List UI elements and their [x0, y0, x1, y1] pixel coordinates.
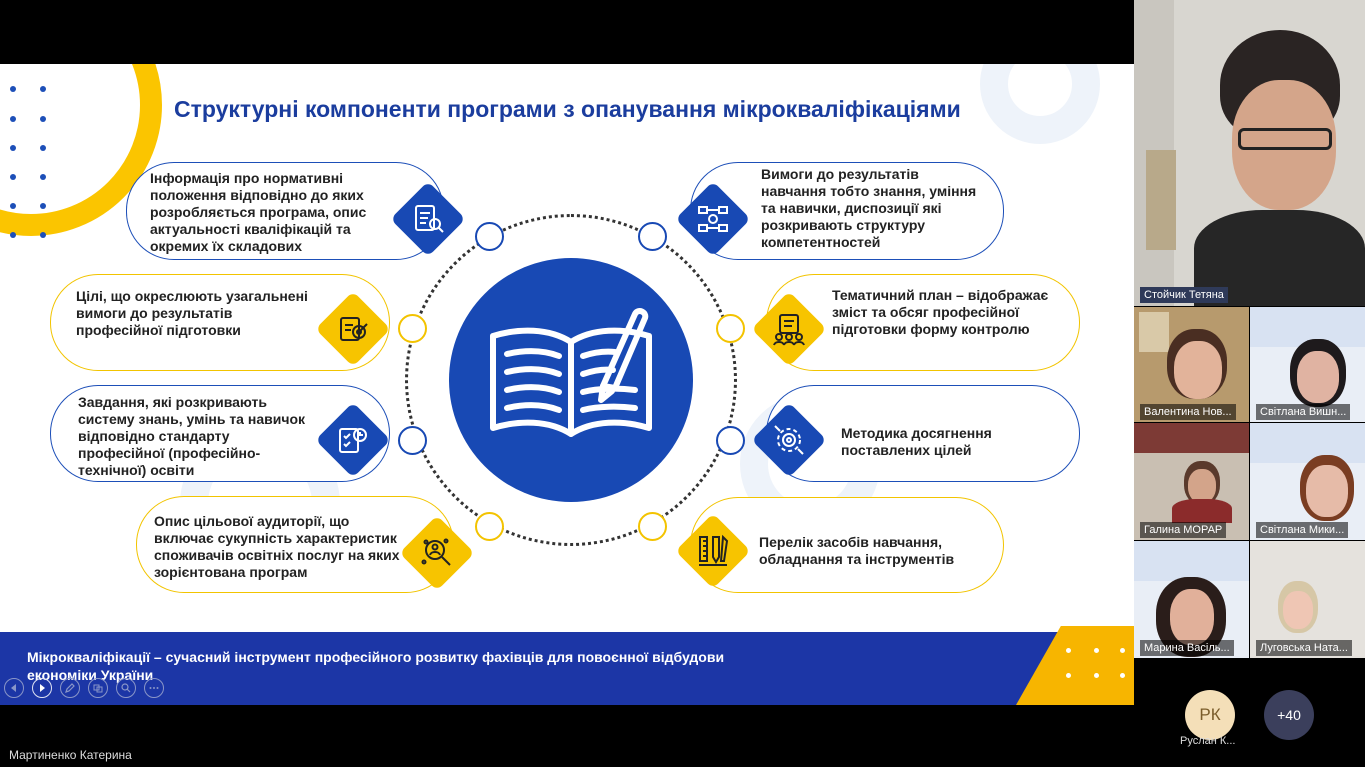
participant-name-tag: Світлана Мики...	[1256, 522, 1348, 538]
dot-grid-decoration	[10, 86, 55, 246]
component-card-text: Цілі, що окреслюють узагальнені вимоги до результатів професійної підготовки	[76, 288, 308, 338]
background-poster	[1250, 423, 1365, 463]
speaker-name-tag: Стойчик Тетяна	[1140, 287, 1228, 303]
connector-node	[475, 512, 504, 541]
shared-slide	[0, 64, 1134, 705]
clipboard-clock-icon	[316, 403, 390, 477]
speaker-video-tile[interactable]	[1134, 0, 1365, 306]
slides-icon	[92, 682, 104, 694]
slide-controls	[4, 678, 164, 700]
background-frame	[1139, 312, 1169, 352]
gear-method-icon	[752, 403, 826, 477]
background-banner	[1134, 423, 1249, 453]
team-plan-icon	[752, 292, 826, 366]
component-card-text: Завдання, які розкривають систему знань, умінь та навичок відповідно стандарту професійної (професійно-технічної) освіти	[78, 394, 306, 478]
pen-icon	[64, 682, 76, 694]
next-slide-button[interactable]	[32, 678, 52, 698]
zoom-icon	[120, 682, 132, 694]
next-icon	[36, 682, 48, 694]
participant-tile[interactable]	[1134, 307, 1249, 422]
presenter-name: Мартиненко Катерина	[9, 748, 132, 762]
component-card-text: Перелік засобів навчання, обладнання та інструментів	[759, 534, 955, 567]
footer-banner	[0, 632, 1134, 705]
participant-panel	[1134, 0, 1365, 767]
participant-avatar[interactable]: РК	[1185, 690, 1235, 740]
connector-node	[398, 426, 427, 455]
participant-name-tag: Валентина Нов...	[1140, 404, 1236, 420]
process-flow-icon	[676, 182, 750, 256]
more-icon	[148, 682, 160, 694]
connector-node	[638, 222, 667, 251]
audience-search-icon	[400, 516, 474, 590]
connector-node	[638, 512, 667, 541]
participant-name-tag: Світлана Вишн...	[1256, 404, 1350, 420]
participant-tile[interactable]	[1250, 423, 1365, 540]
prev-slide-button[interactable]	[4, 678, 24, 698]
connector-node	[716, 314, 745, 343]
connector-node	[716, 426, 745, 455]
more-options-button[interactable]	[144, 678, 164, 698]
speaker-glasses	[1238, 128, 1332, 150]
avatar-name: Руслан К...	[1180, 735, 1236, 747]
participant-name-tag: Марина Васіль...	[1140, 640, 1234, 656]
open-book-pen-icon	[449, 258, 693, 502]
component-card-text: Опис цільової аудиторії, що включає сукупність характеристик споживачів освітніх послуг на яких зорієнтована програм	[154, 513, 400, 580]
component-card-text: Тематичний план – відображає зміст та обсяг професійної підготовки форму контролю	[832, 287, 1049, 337]
component-card-text: Методика досягнення поставлених цілей	[841, 425, 992, 458]
participant-face	[1174, 341, 1222, 399]
pen-tool-button[interactable]	[60, 678, 80, 698]
participant-name-tag: Луговська Ната...	[1256, 640, 1352, 656]
slides-view-button[interactable]	[88, 678, 108, 698]
participant-name-tag: Галина МОРАР	[1140, 522, 1226, 538]
participant-face	[1188, 469, 1216, 503]
zoom-button[interactable]	[116, 678, 136, 698]
background-poster	[1134, 541, 1249, 581]
prev-icon	[8, 682, 20, 694]
footer-yellow-accent	[1016, 626, 1134, 705]
participant-tile[interactable]	[1134, 423, 1249, 540]
connector-node	[398, 314, 427, 343]
component-card-text: Вимоги до результатів навчання тобто знання, уміння та навички, диспозиції які розкривають структуру компетентностей	[761, 166, 977, 250]
slide-title: Структурні компоненти програми з опанування мікрокваліфікаціями	[174, 96, 961, 122]
participant-tile[interactable]	[1250, 541, 1365, 658]
background-shelf	[1146, 150, 1176, 250]
participant-face	[1170, 589, 1214, 645]
participant-face	[1283, 591, 1313, 629]
checklist-search-icon	[391, 182, 465, 256]
center-hub	[449, 258, 693, 502]
participant-tile[interactable]	[1250, 307, 1365, 422]
component-card-text: Інформація про нормативні положення відповідно до яких розробляється програма, опис актуальності кваліфікацій та окремих їх складових	[150, 170, 367, 254]
participant-clothing	[1172, 499, 1232, 523]
connector-node	[475, 222, 504, 251]
footer-text: Мікрокваліфікації – сучасний інструмент професійного розвитку фахівців для повоєнної відбудови економіки України	[27, 649, 725, 683]
participant-tile[interactable]	[1134, 541, 1249, 658]
target-clipboard-icon	[316, 292, 390, 366]
more-participants-button[interactable]: +40	[1264, 690, 1314, 740]
participant-face	[1306, 465, 1348, 517]
background-gear-decoration	[980, 64, 1100, 144]
participant-face	[1297, 351, 1339, 403]
tools-icon	[676, 514, 750, 588]
